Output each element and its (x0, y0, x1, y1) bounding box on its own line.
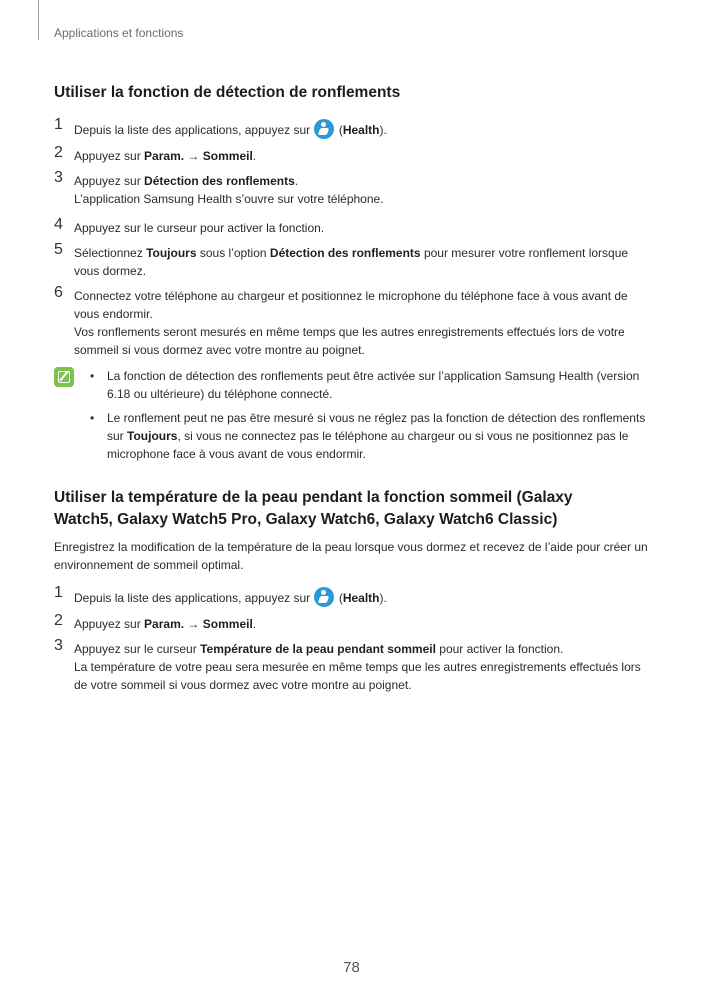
step-number: 2 (54, 144, 63, 161)
step-text: Appuyez sur Détection des ronflements. L’application Samsung Health s’ouvre sur votre téléphone. (74, 174, 384, 206)
section-intro: Enregistrez la modification de la température de la peau lorsque vous dormez et recevez de l’aide pour créer un environnement de sommeil optimal. (54, 540, 648, 572)
note-text: La fonction de détection des ronflements peut être activée sur l’application Samsung Health (version 6.18 ou ultérieure) du téléphone connecté. (107, 369, 640, 401)
margin-rule (38, 0, 39, 40)
running-header: Applications et fonctions (54, 26, 184, 40)
step-text: Appuyez sur le curseur pour activer la fonction. (74, 221, 325, 235)
section-title-snoring: Utiliser la fonction de détection de ronflements (54, 84, 401, 101)
step-text: Connectez votre téléphone au chargeur et positionnez le microphone du téléphone face à vous avant de vous endormir. Vos ronflements seront mesurés en même temps que les autres enregistrements effectués lors de votre sommeil si vous dormez avec votre montre au poignet. (74, 289, 628, 357)
note-icon (54, 367, 74, 387)
step-number: 1 (54, 116, 63, 133)
step-number: 2 (54, 612, 63, 629)
step-text: Appuyez sur Param. → Sommeil. (74, 617, 257, 631)
samsung-health-icon (314, 587, 334, 607)
step-number: 4 (54, 216, 63, 233)
step-text: Appuyez sur Param. → Sommeil. (74, 149, 257, 163)
step-number: 5 (54, 241, 63, 258)
note-text: Le ronflement peut ne pas être mesuré si vous ne réglez pas la fonction de détection des ronflements sur Toujours, si vous ne connectez pas le téléphone au chargeur ou si vous ne positionnez pas le microphone face à vous avant de vous endormir. (107, 411, 646, 461)
step-number: 6 (54, 284, 63, 301)
step-text: Depuis la liste des applications, appuyez sur (Health). (74, 587, 654, 607)
step-text: Appuyez sur le curseur Température de la peau pendant sommeil pour activer la fonction. La température de votre peau sera mesurée en même temps que les autres enregistrements effectués lors de votre sommeil si vous dormez avec votre montre au poignet. (74, 642, 641, 692)
step-text: Sélectionnez Toujours sous l’option Détection des ronflements pour mesurer votre ronflement lorsque vous dormez. (74, 246, 629, 278)
step-number: 1 (54, 584, 63, 601)
section-title-skin-temperature: Utiliser la température de la peau pendant la fonction sommeil (Galaxy Watch5, Galaxy Watch5 Pro, Galaxy Watch6, Galaxy Watch6 Classic) (54, 489, 573, 528)
page-number: 78 (343, 959, 360, 976)
step-number: 3 (54, 637, 63, 654)
step-text: Depuis la liste des applications, appuyez sur (Health). (74, 119, 654, 139)
step-number: 3 (54, 169, 63, 186)
samsung-health-icon (314, 119, 334, 139)
